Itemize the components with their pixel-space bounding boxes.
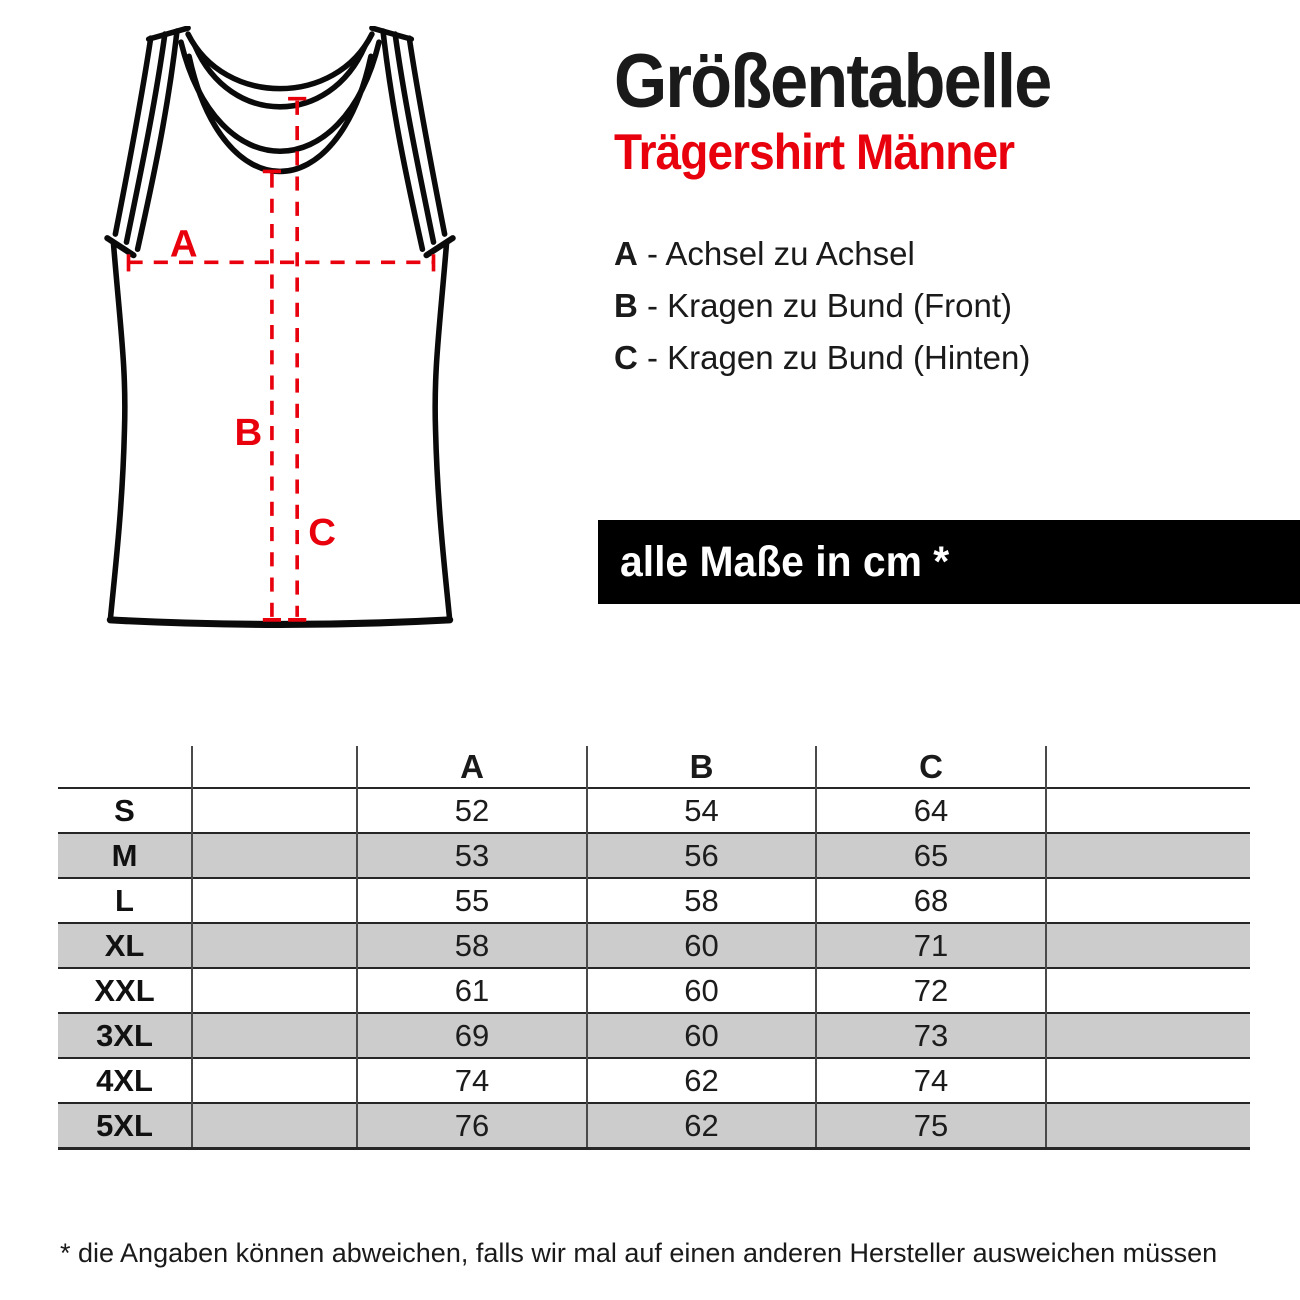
units-banner-text: alle Maße in cm *	[620, 538, 950, 586]
legend-text: - Kragen zu Bund (Front)	[637, 287, 1013, 324]
measure-label-c: C	[308, 511, 336, 555]
page-subtitle: Trägershirt Männer	[614, 124, 1015, 180]
table-row	[58, 923, 1250, 968]
legend-text: - Achsel zu Achsel	[637, 235, 915, 272]
measurement-legend	[614, 228, 1030, 384]
size-cell: 4XL	[58, 1058, 192, 1103]
measure-label-b: B	[234, 411, 263, 455]
table-row	[58, 1058, 1250, 1103]
legend-item-a	[614, 228, 1030, 280]
value-b: 58	[587, 878, 816, 923]
value-c: 72	[816, 968, 1046, 1013]
measure-label-a: A	[169, 222, 198, 266]
value-c: 74	[816, 1058, 1046, 1103]
size-cell: XL	[58, 923, 192, 968]
legend-key: B	[614, 287, 638, 324]
page-title: Größentabelle	[614, 39, 1051, 124]
units-banner	[598, 520, 1300, 604]
value-a: 55	[357, 878, 587, 923]
legend-item-c	[614, 332, 1030, 384]
measurement-labels	[170, 222, 336, 554]
size-cell: XXL	[58, 968, 192, 1013]
value-c: 73	[816, 1013, 1046, 1058]
legend-key: A	[614, 235, 638, 272]
value-a: 53	[357, 833, 587, 878]
value-b: 56	[587, 833, 816, 878]
table-row	[58, 968, 1250, 1013]
value-c: 75	[816, 1103, 1046, 1148]
table-header-row	[58, 746, 1250, 788]
value-c: 65	[816, 833, 1046, 878]
value-a: 69	[357, 1013, 587, 1058]
size-cell: 3XL	[58, 1013, 192, 1058]
value-b: 62	[587, 1103, 816, 1148]
size-cell: L	[58, 878, 192, 923]
table-row	[58, 878, 1250, 923]
table-row	[58, 833, 1250, 878]
value-b: 54	[587, 788, 816, 833]
value-a: 52	[357, 788, 587, 833]
size-cell: M	[58, 833, 192, 878]
value-b: 60	[587, 1013, 816, 1058]
value-a: 61	[357, 968, 587, 1013]
col-header-a: A	[357, 746, 587, 788]
value-a: 58	[357, 923, 587, 968]
col-header-blank	[1046, 746, 1250, 788]
col-header-b: B	[587, 746, 816, 788]
table-row	[58, 1013, 1250, 1058]
size-cell: S	[58, 788, 192, 833]
col-header-size	[58, 746, 192, 788]
value-b: 60	[587, 968, 816, 1013]
tank-top-diagram	[100, 26, 460, 632]
legend-key: C	[614, 339, 638, 376]
value-b: 60	[587, 923, 816, 968]
value-b: 62	[587, 1058, 816, 1103]
table-row	[58, 1103, 1250, 1148]
value-c: 71	[816, 923, 1046, 968]
legend-text: - Kragen zu Bund (Hinten)	[637, 339, 1031, 376]
value-c: 68	[816, 878, 1046, 923]
measurement-lines	[129, 99, 434, 620]
footnote: * die Angaben können abweichen, falls wir mal auf einen anderen Hersteller ausweichen müssen	[60, 1238, 1218, 1268]
legend-item-b	[614, 280, 1030, 332]
size-cell: 5XL	[58, 1103, 192, 1148]
value-a: 74	[357, 1058, 587, 1103]
size-table	[58, 746, 1250, 1150]
col-header-c: C	[816, 746, 1046, 788]
col-header-blank	[192, 746, 357, 788]
shirt-outline	[107, 28, 452, 624]
value-c: 64	[816, 788, 1046, 833]
table-row	[58, 788, 1250, 833]
value-a: 76	[357, 1103, 587, 1148]
